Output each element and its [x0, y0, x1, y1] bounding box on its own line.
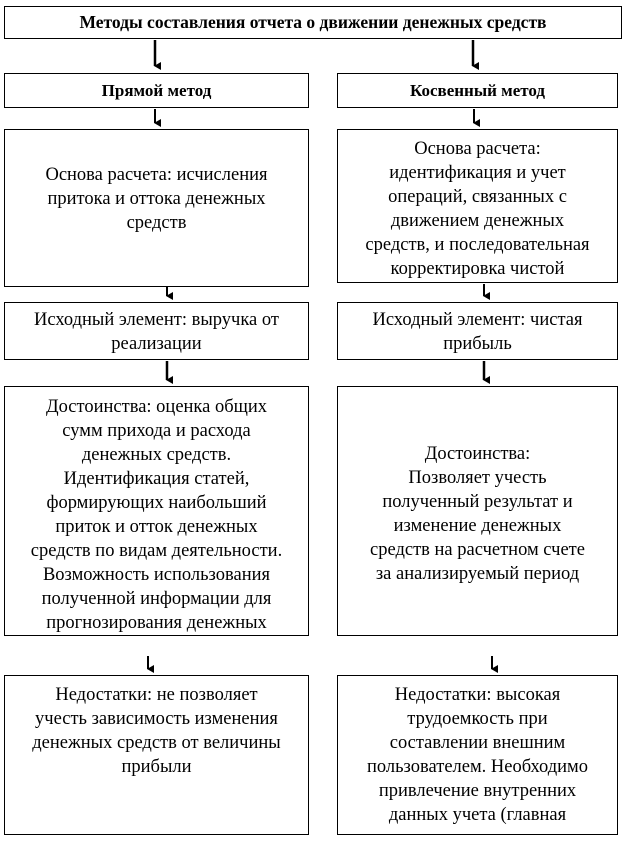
- direct-disadvantages-line: Недостатки: не позволяет: [55, 685, 258, 705]
- indirect-basis-line: корректировка чистой: [390, 259, 565, 279]
- direct-advantages-line: формирующих наибольший: [46, 493, 267, 513]
- direct-advantages-line: средств по видам деятельности.: [30, 541, 283, 561]
- indirect-method-header: Косвенный метод: [337, 73, 618, 108]
- indirect-advantages-line: изменение денежных: [393, 516, 562, 536]
- diagram-title: Методы составления отчета о движении денежных средств: [4, 6, 622, 39]
- indirect-initial-line: Исходный элемент: чистая: [372, 310, 583, 330]
- direct-initial-line: реализации: [111, 334, 202, 354]
- direct-advantages-line: сумм прихода и расхода: [62, 421, 251, 441]
- indirect-disadvantages-line: данных учета (главная: [388, 805, 567, 825]
- indirect-disadvantages-line: пользователем. Необходимо: [366, 757, 588, 777]
- direct-basis-line: Основа расчета: исчисления: [45, 165, 268, 185]
- direct-method-header: Прямой метод: [4, 73, 309, 108]
- indirect-initial-line: прибыль: [443, 334, 512, 354]
- direct-advantages-line: Возможность использования: [42, 565, 271, 585]
- indirect-disadvantages-line: трудоемкость при: [407, 709, 548, 729]
- direct-advantages-line: прогнозирования денежных: [46, 613, 267, 633]
- indirect-disadvantages-line: Недостатки: высокая: [394, 685, 561, 705]
- indirect-basis-line: Основа расчета:: [414, 139, 541, 159]
- indirect-basis-line: операций, связанных с: [388, 187, 567, 207]
- indirect-advantages-line: Достоинства:: [424, 444, 531, 464]
- indirect-basis-line: идентификация и учет: [389, 163, 566, 183]
- indirect-advantages-line: за анализируемый период: [375, 564, 580, 584]
- direct-disadvantages-line: денежных средств от величины: [32, 733, 281, 753]
- indirect-disadvantages-line: привлечение внутренних: [378, 781, 577, 801]
- indirect-basis-line: движением денежных: [390, 211, 565, 231]
- indirect-advantages-line: Позволяет учесть: [408, 468, 547, 488]
- direct-basis-line: притока и оттока денежных: [47, 189, 266, 209]
- indirect-advantages-line: средств на расчетном счете: [370, 540, 585, 560]
- indirect-basis-line: средств, и последовательная: [365, 235, 590, 255]
- direct-disadvantages-line: прибыли: [121, 757, 192, 777]
- indirect-disadvantages-line: составлении внешним: [389, 733, 566, 753]
- direct-advantages-line: приток и отток денежных: [55, 517, 258, 537]
- indirect-advantages-line: полученный результат и: [382, 492, 573, 512]
- direct-advantages-line: полученной информации для: [41, 589, 272, 609]
- direct-advantages-line: Достоинства: оценка общих: [45, 397, 268, 417]
- direct-disadvantages-line: учесть зависимость изменения: [35, 709, 278, 729]
- direct-advantages-line: Идентификация статей,: [63, 469, 250, 489]
- direct-basis-line: средств: [126, 213, 187, 233]
- direct-initial-line: Исходный элемент: выручка от: [34, 310, 279, 330]
- direct-advantages-line: денежных средств.: [81, 445, 232, 465]
